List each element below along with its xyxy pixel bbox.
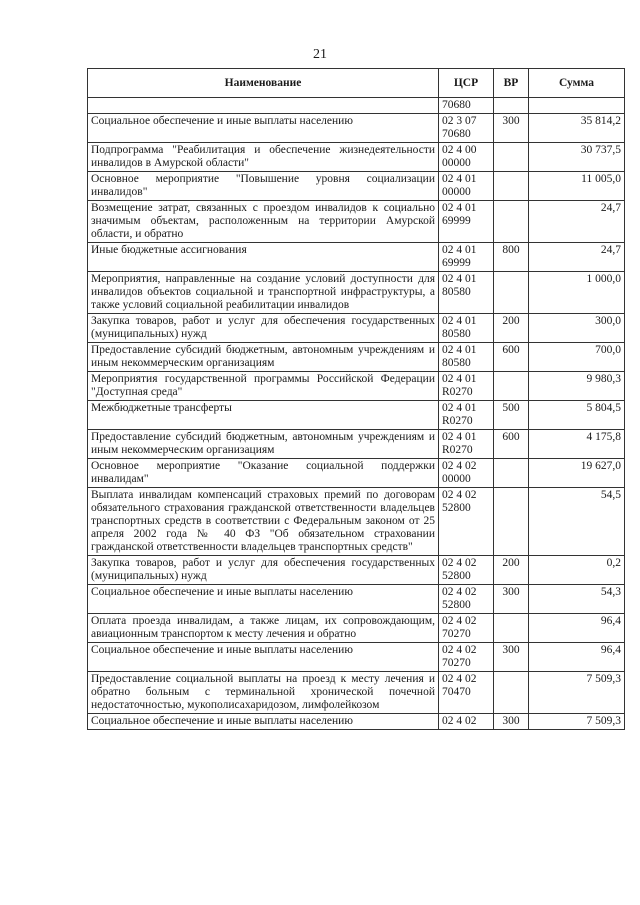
cell-vr: 600 <box>494 343 529 372</box>
cell-vr <box>494 143 529 172</box>
cell-vr: 600 <box>494 430 529 459</box>
cell-csr: 02 4 01 R0270 <box>439 372 494 401</box>
cell-name: Предоставление социальной выплаты на проезд к месту лечения и обратно больным с терминальной хронической почечной недостаточностью, мукополисахаридозом, лимфолейкозом <box>88 672 439 714</box>
cell-vr <box>494 172 529 201</box>
table-row <box>88 430 625 459</box>
cell-sum: 4 175,8 <box>529 430 625 459</box>
cell-sum: 30 737,5 <box>529 143 625 172</box>
cell-name <box>88 98 439 114</box>
table-row <box>88 401 625 430</box>
cell-csr: 02 4 02 <box>439 714 494 730</box>
cell-csr: 02 4 00 00000 <box>439 143 494 172</box>
cell-name: Подпрограмма "Реабилитация и обеспечение жизнедеятельности инвалидов в Амурской области" <box>88 143 439 172</box>
page-number: 21 <box>313 47 327 62</box>
cell-csr: 02 4 01 80580 <box>439 272 494 314</box>
cell-sum: 54,5 <box>529 488 625 556</box>
cell-vr <box>494 614 529 643</box>
cell-csr: 02 4 02 70470 <box>439 672 494 714</box>
cell-sum: 24,7 <box>529 243 625 272</box>
cell-vr: 300 <box>494 714 529 730</box>
cell-csr: 02 4 01 00000 <box>439 172 494 201</box>
cell-name: Иные бюджетные ассигнования <box>88 243 439 272</box>
cell-csr: 02 3 07 70680 <box>439 114 494 143</box>
cell-name: Предоставление субсидий бюджетным, автономным учреждениям и иным некоммерческим организациям <box>88 430 439 459</box>
header-name: Наименование <box>88 69 439 98</box>
table-row <box>88 372 625 401</box>
table-row <box>88 343 625 372</box>
cell-sum <box>529 98 625 114</box>
cell-csr: 02 4 01 69999 <box>439 243 494 272</box>
cell-csr: 02 4 02 70270 <box>439 614 494 643</box>
cell-sum: 96,4 <box>529 643 625 672</box>
cell-name: Выплата инвалидам компенсаций страховых премий по договорам обязательного страхования гражданской ответственности владельцев транспортных средств в соответствии с Федеральным законом от 25 апреля 2002 года № 40 ФЗ "Об обязательном страховании гражданской ответственности владельцев транспортных средств" <box>88 488 439 556</box>
cell-sum: 35 814,2 <box>529 114 625 143</box>
cell-vr <box>494 201 529 243</box>
cell-vr <box>494 459 529 488</box>
table-row <box>88 459 625 488</box>
cell-csr: 02 4 02 52800 <box>439 585 494 614</box>
cell-name: Оплата проезда инвалидам, а также лицам, их сопровождающим, авиационным транспортом к месту лечения и обратно <box>88 614 439 643</box>
cell-vr: 500 <box>494 401 529 430</box>
cell-sum: 1 000,0 <box>529 272 625 314</box>
budget-table <box>87 68 625 730</box>
cell-vr: 200 <box>494 556 529 585</box>
cell-sum: 19 627,0 <box>529 459 625 488</box>
cell-name: Основное мероприятие "Оказание социальной поддержки инвалидам" <box>88 459 439 488</box>
cell-name: Закупка товаров, работ и услуг для обеспечения государственных (муниципальных) нужд <box>88 556 439 585</box>
cell-csr: 02 4 02 52800 <box>439 488 494 556</box>
table-row <box>88 272 625 314</box>
cell-name: Социальное обеспечение и иные выплаты населению <box>88 114 439 143</box>
cell-csr: 02 4 01 80580 <box>439 343 494 372</box>
cell-sum: 24,7 <box>529 201 625 243</box>
table-row <box>88 643 625 672</box>
cell-sum: 54,3 <box>529 585 625 614</box>
cell-name: Мероприятия, направленные на создание условий доступности для инвалидов объектов социальной и транспортной инфраструктуры, а также условий социальной реабилитации инвалидов <box>88 272 439 314</box>
header-sum: Сумма <box>529 69 625 98</box>
cell-sum: 9 980,3 <box>529 372 625 401</box>
cell-sum: 96,4 <box>529 614 625 643</box>
table-row <box>88 314 625 343</box>
table-row <box>88 172 625 201</box>
cell-vr: 200 <box>494 314 529 343</box>
table-row <box>88 98 625 114</box>
cell-name: Мероприятия государственной программы Российской Федерации "Доступная среда" <box>88 372 439 401</box>
cell-sum: 0,2 <box>529 556 625 585</box>
cell-name: Предоставление субсидий бюджетным, автономным учреждениям и иным некоммерческим организациям <box>88 343 439 372</box>
cell-name: Межбюджетные трансферты <box>88 401 439 430</box>
cell-name: Возмещение затрат, связанных с проездом инвалидов к социально значимым объектам, расположенным на территории Амурской области, и обратно <box>88 201 439 243</box>
table-row <box>88 585 625 614</box>
table-row <box>88 672 625 714</box>
table-row <box>88 201 625 243</box>
table-row <box>88 143 625 172</box>
cell-sum: 7 509,3 <box>529 672 625 714</box>
cell-name: Основное мероприятие "Повышение уровня социализации инвалидов" <box>88 172 439 201</box>
cell-csr: 02 4 01 80580 <box>439 314 494 343</box>
table-row <box>88 556 625 585</box>
cell-sum: 700,0 <box>529 343 625 372</box>
cell-vr <box>494 372 529 401</box>
cell-vr <box>494 98 529 114</box>
cell-vr: 300 <box>494 643 529 672</box>
cell-sum: 7 509,3 <box>529 714 625 730</box>
cell-sum: 5 804,5 <box>529 401 625 430</box>
cell-name: Социальное обеспечение и иные выплаты населению <box>88 585 439 614</box>
cell-sum: 11 005,0 <box>529 172 625 201</box>
cell-csr: 02 4 02 70270 <box>439 643 494 672</box>
header-csr: ЦСР <box>439 69 494 98</box>
cell-csr: 02 4 02 00000 <box>439 459 494 488</box>
table-header-row <box>88 69 625 98</box>
table-row <box>88 488 625 556</box>
table-row <box>88 114 625 143</box>
cell-csr: 02 4 01 R0270 <box>439 401 494 430</box>
cell-csr: 02 4 01 69999 <box>439 201 494 243</box>
cell-vr <box>494 488 529 556</box>
cell-vr <box>494 272 529 314</box>
header-vr: ВР <box>494 69 529 98</box>
table-row <box>88 614 625 643</box>
cell-vr: 300 <box>494 585 529 614</box>
cell-vr: 300 <box>494 114 529 143</box>
cell-vr <box>494 672 529 714</box>
cell-name: Социальное обеспечение и иные выплаты населению <box>88 714 439 730</box>
cell-vr: 800 <box>494 243 529 272</box>
table-row <box>88 243 625 272</box>
table-row <box>88 714 625 730</box>
cell-csr: 70680 <box>439 98 494 114</box>
cell-csr: 02 4 02 52800 <box>439 556 494 585</box>
cell-csr: 02 4 01 R0270 <box>439 430 494 459</box>
cell-sum: 300,0 <box>529 314 625 343</box>
cell-name: Социальное обеспечение и иные выплаты населению <box>88 643 439 672</box>
cell-name: Закупка товаров, работ и услуг для обеспечения государственных (муниципальных) нужд <box>88 314 439 343</box>
